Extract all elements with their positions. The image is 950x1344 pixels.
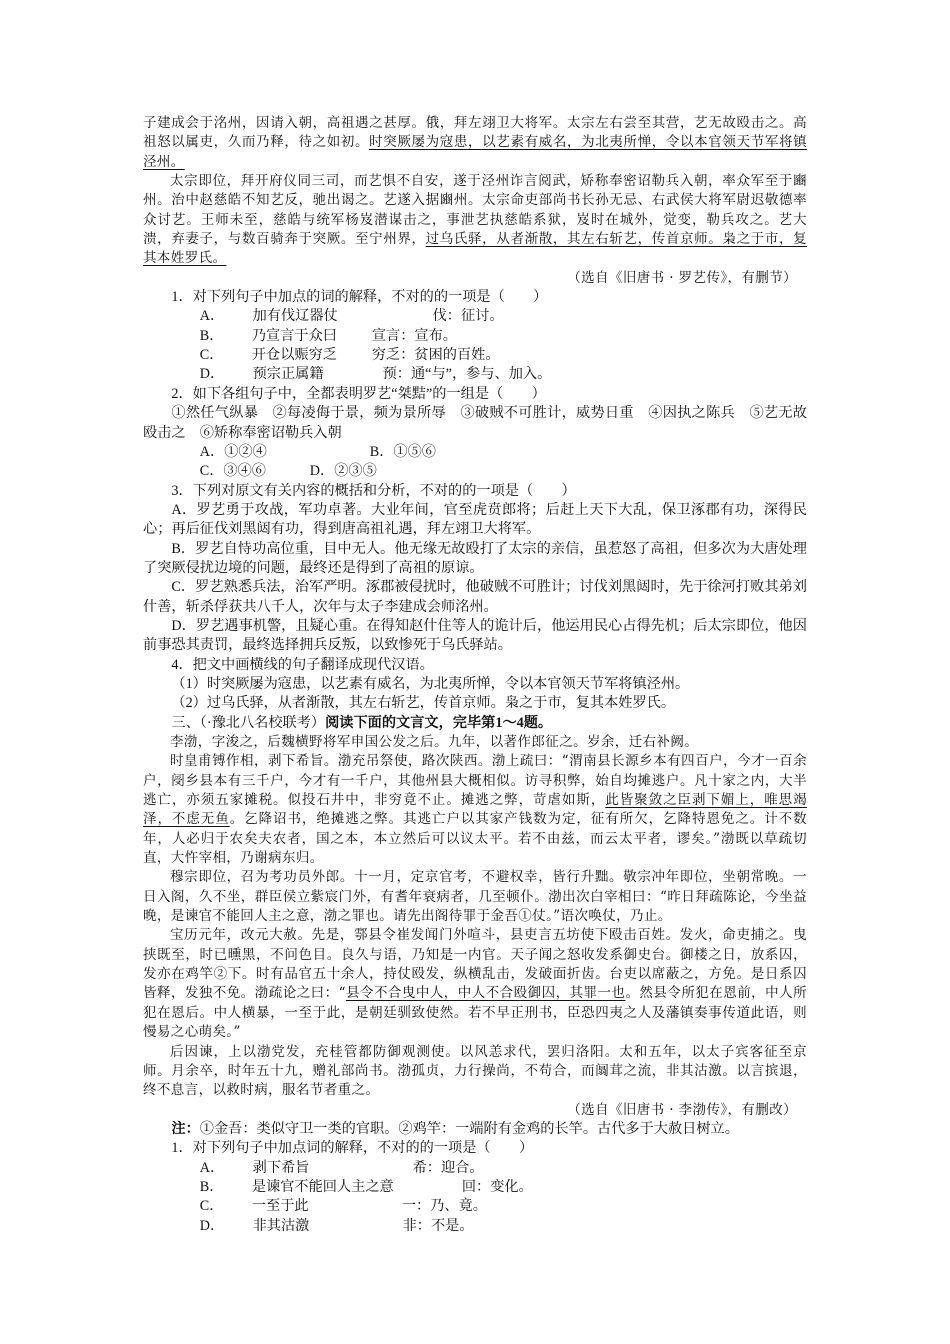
option-d: D． 预宗正属籍 预：通“与”，参与、加入。 — [199, 366, 552, 383]
passage1-para-2 — [143, 172, 807, 269]
passage2-para-2: 时皇甫镈作相，剥下希旨。渤充吊祭使，路次陕西。渤上疏曰：“渭南县长源乡本有四百户，今才一百余户，阌乡县本有三千户，今才有一千户，其他州县大概相似。访寻积弊，始自均摊逃户。凡十家之内，大半逃亡，亦须五家摊税。似投石井中，非穷竟不止。摊逃之弊，苛虐如斯，此皆聚敛之臣剥下媚上，唯思竭泽，不虑无鱼。乞降诏书，绝摊逃之弊。其逃亡户以其家产钱数为定，征有所欠，乞降特恩免之。计不数年，人必归于农矣夫农者，国之本，本立然后可以议太平。若不由兹，而云太平者，谬矣。”渤既以草疏切直，大忤宰相，乃谢病东归。 — [143, 753, 808, 867]
passage-text: 太宗即位，拜开府仪同三司，而艺惧不自安，遂于泾州诈言阅武，矫称奉密诏勒兵入朝，率众军至于豳州。治中赵慈皓不知艺反，驰出谒之。艺遂入据豳州。太宗命吏部尚书长孙无忌、右武侯大将军尉迟敬德率众讨艺。王师未至，慈皓与统军杨岌潜谋击之，事泄艺执慈皓系狱，岌时在城外，觉变，勒兵攻之。艺大溃，弃妻子，与数百骑奔于突厥。至宁州界， — [143, 173, 807, 248]
question-set2-1-stem: 1．对下列句子中加点词的解释，不对的的一项是（ ） — [171, 1140, 534, 1157]
question-3-option-c: C．罗艺熟悉兵法，治军严明。涿郡被侵扰时，他破贼不可胜计；讨伐刘黑闼时，先于徐河打败其弟刘什善，斩杀俘获共八千人，次年与太子李建成会师洺州。 — [143, 579, 807, 615]
question-4-item-2: （2）过乌氏驿，从者渐散，其左右斩艺，传首京师。枭之于市，复其本姓罗氏。 — [171, 695, 676, 712]
passage2-para-4: 宝历元年，改元大赦。先是，鄠县令崔发闻门外喧斗，县吏言五坊使下殴击百姓。发火，命吏捕之。曳挟既至，时已曛黑，不问色目。良久与语，乃知是一内官。天子闻之怒收发系御史台。御楼之日，放系囚，发亦在鸡竿②下。时有品官五十余人，持仗殴发，纵横乱击，发破面折齿。台吏以席蔽之，方免。是日系囚皆释，发独不免。渤疏论之曰：“县令不合曳中人，中人不合殴御囚，其罪一也。然县令所犯在恩前，中人所犯在恩后。中人横暴，一至于此，是朝廷驯致使然。若不早正刑书，臣恐四夷之人及藩镇奏事传道此语，则慢易之心萌矣。” — [143, 927, 808, 1041]
passage-text: 子建成会于洺州，因请入朝，高祖遇之甚厚。俄，拜左翊卫大将军。太宗左右尝至其营，艺无故殴击之。高祖怒以属吏，久而乃释，待之如初。 — [143, 115, 807, 151]
question-2-stem: 2．如下各组句子中，全都表明罗艺“桀黠”的一组是（ ） — [171, 385, 546, 402]
question-2-options-row-2: C．③④⑥ D．②③⑤ — [199, 463, 377, 480]
passage2-para-5: 后因谏，上以渤党发，充桂管都防御观测使。以风恙求代，罢归洛阳。太和五年，以太子宾客征至京师。月余卒，时年五十九，赠礼部尚书。渤孤贞，力行操尚，不苟合，而阘茸之流，非其沽激。以言摈退，终不息言，以救时病，服名节者重之。 — [143, 1043, 807, 1099]
source-citation-2: （选自《旧唐书 · 李渤传》，有删改） — [567, 1101, 797, 1118]
option-a: A． 加有伐辽器仗 伐：征讨。 — [199, 308, 504, 325]
question-3-stem: 3．下列对原文有关内容的概括和分析，不对的的一项是（ ） — [171, 482, 576, 499]
set2-option-c: C． 一至于此 一：乃、竟。 — [199, 1198, 487, 1215]
passage2-para-3: 穆宗即位，召为考功员外郎。十一月，定京官考，不避权幸，皆行升黜。敬宗冲年即位，坐朝常晚。一日入阁，久不坐，群臣侯立紫宸门外，有耆年衰病者，几至顿仆。渤出次白宰相曰：“昨日拜疏陈论，今坐益晚，是谏官不能回人主之意，渤之罪也。请先出阁待罪于金吾①仗。”语次唤仗，乃止。 — [143, 869, 807, 925]
underlined-sentence: 时突厥屡为寇患，以艺素有威名，为北夷所惮，令以本官领天节军将镇泾州。 — [143, 134, 807, 170]
section-3-heading: 三、（·豫北八名校联考）阅读下面的文言文，完毕第1～4题。 — [171, 714, 553, 731]
set2-option-b: B． 是谏官不能回人主之意 回：变化。 — [199, 1178, 533, 1195]
set2-option-d: D． 非其沽激 非：不是。 — [199, 1217, 474, 1234]
document-page — [143, 114, 807, 1236]
option-b: B． 乃宣言于众曰 宣言：宣布。 — [199, 327, 457, 344]
set2-option-a: A． 剥下希旨 希：迎合。 — [199, 1159, 484, 1176]
question-3-option-d: D．罗艺遇事机警，且疑心重。在得知赵什住等人的诡计后，他运用民心占得先机；后太宗即位，他因前事恐其责罚，最终选择拥兵反叛，以致惨死于乌氏驿站。 — [143, 617, 807, 654]
footnote: 注：①金吾：类似守卫一类的官职。②鸡竿：一端附有金鸡的长竿。古代多于大赦日树立。 — [171, 1120, 739, 1137]
source-citation: （选自《旧唐书 · 罗艺传》，有删节） — [567, 269, 797, 286]
underlined-sentence: 此皆聚敛之臣剥下媚上，唯思竭泽，不虑无鱼 — [143, 792, 807, 828]
question-2-options-row-1: A．①②④ B．①⑤⑥ — [199, 443, 436, 460]
question-4-stem: 4．把文中画横线的句子翻译成现代汉语。 — [171, 656, 434, 673]
question-3-option-b: B．罗艺自恃功高位重，目中无人。他无缘无故殴打了太宗的亲信，虽惹怒了高祖，但多次为大唐处理了突厥侵扰边境的问题，最终还是得到了高祖的原谅。 — [143, 540, 807, 576]
underlined-sentence: 过乌氏驿，从者渐散，其左右斩艺，传首京师。枭之于市，复其本姓罗氏。 — [143, 231, 807, 267]
option-c: C． 开仓以赈穷乏 穷乏：贫困的百姓。 — [199, 347, 500, 364]
question-3-option-a: A．罗艺勇于攻战，军功卓著。大业年间，官至虎贲郎将；后赶上天下大乱，保卫涿郡有功，深得民心；再后征伐刘黑闼有功，得到唐高祖礼遇，拜左翊卫大将军。 — [143, 501, 807, 538]
question-2-items: ①然任气纵暴 ②每凌侮于景，频为景所辱 ③破贼不可胜计，威势日重 ④因执之陈兵 ⑤艺无故殴击之 ⑥矫称奉密诏勒兵入朝 — [143, 405, 807, 441]
question-1-stem: 1．对下列句子中加点的词的解释，不对的的一项是（ ） — [171, 289, 548, 306]
underlined-sentence: 县令不合曳中人，中人不合殴御囚，其罪一也 — [345, 985, 626, 1002]
passage2-para-1: 李渤，字浚之，后魏横野将军申国公发之后。九年，以著作郎征之。岁余，迁右补阙。 — [170, 734, 699, 750]
passage1-para-1 — [143, 114, 807, 172]
question-4-item-1: （1）时突厥屡为寇患，以艺素有威名，为北夷所惮，令以本官领天节军将镇泾州。 — [171, 675, 690, 692]
